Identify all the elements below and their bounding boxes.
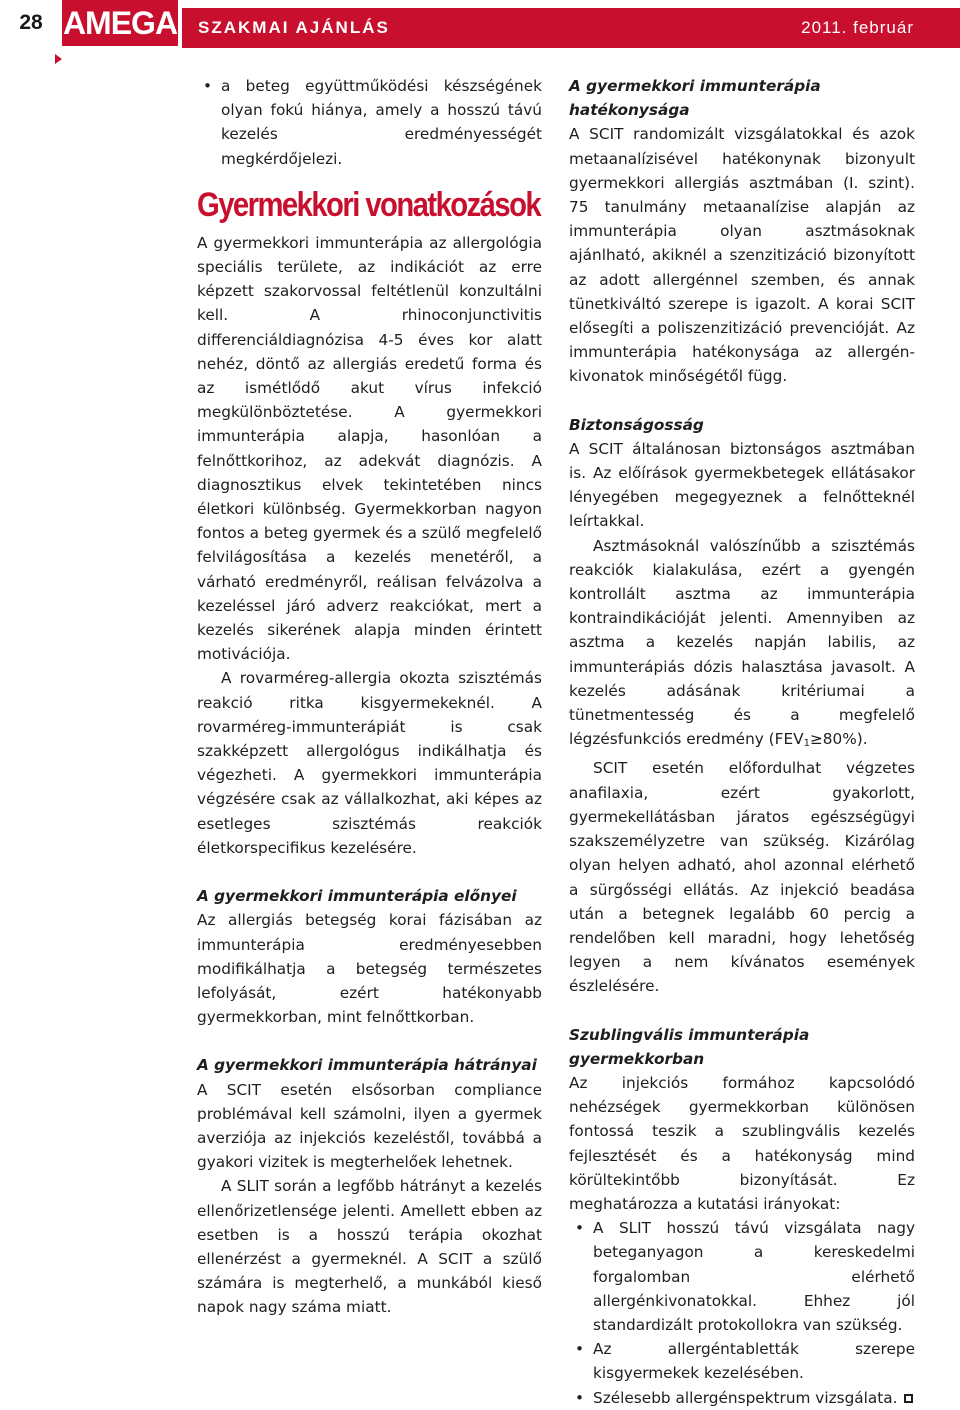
list-item: • Szélesebb allergénspektrum vizsgálata. xyxy=(569,1386,915,1410)
paragraph: A rovarméreg-allergia okozta szisztémás reakció ritka kisgyermekeknél. A rovarméreg-immunterápiát is csak szakképzett allergológus indikálhatja és végezheti. A gyermekkori immunterápia végzésére csak az vállalkozhat, aki képes az esetleges szisztémás reakciók életkorspecifikus kezelésére. xyxy=(197,669,542,857)
list-item: • A SLIT hosszú távú vizsgálata nagy beteganyagon a kereskedelmi forgalomban elérhető allergénkivonatokkal. Ehhez jól standardizált protokollokra van szükség. xyxy=(569,1216,915,1337)
section-title: SZAKMAI AJÁNLÁS xyxy=(198,18,390,37)
intro-bullet-list xyxy=(197,74,542,171)
left-column xyxy=(197,74,542,1320)
subheading: A gyermekkori immunterápia előnyei xyxy=(197,887,517,906)
subheading: Biztonságosság xyxy=(569,415,704,434)
magazine-logo: AMEGA xyxy=(62,0,178,46)
paragraph: A SLIT során a legfőbb hátrányt a kezelés ellenőrizetlensége jelenti. Amellett ebben az esetben is a hosszú terápia okozhat ellenérzést a gyermeknél. A SCIT a szülő számára is megterhelő, a munkából kieső napok nagy száma miatt. xyxy=(197,1177,542,1317)
section-heading: Gyermekkori vonatkozások xyxy=(197,185,541,224)
paragraph: Asztmásoknál valószínűbb a szisztémás reakciók kialakulása, ezért a gyengén kontrollált asztma az immunterápia kontraindikációját jelenti. Amennyiben az asztma a kezelés napján labilis, az immunterápiás dózis halasztása javasolt. A kezelés adásának kritériumai a tünetmentesség és a megfelelő légzésfunkciós eredmény $(FEV_1\ge 80\%)$. xyxy=(569,536,915,750)
subheading: A gyermekkori immunterápia hátrányai xyxy=(197,1056,537,1075)
subheading: Szublingvális immunterápia gyermekkorban xyxy=(569,1025,810,1068)
paragraph: Az allergiás betegség korai fázisában az immunterápia eredményesebben modifikálhatja a betegség természetes lefolyását, ezért hatékonyabb gyermekkorban, mint felnőttkorban. xyxy=(197,911,542,1027)
paragraph: Az injekciós formához kapcsolódó nehézségek gyermekkorban különösen fontossá teszik a szublingvális kezelés fejlesztését és a hatékonyság mind körültekintőbb bizonyítását. Ez meghatározza a kutatási irányokat: xyxy=(569,1073,915,1213)
page-header xyxy=(0,0,960,52)
paragraph: A SCIT randomizált vizsgálatokkal és azok metaanalízisével hatékonynak bizonyult gyermekkori allergiás asztmában (I. szint). 75 tanulmány metaanalízise alapján az immunterápia olyan asztmásoknak ajánlható, akiknél a szenzitizáció bizonyított az adott allergénnel szemben, és annak tünetkiváltó szerepe is igazolt. A korai SCIT elősegíti a poliszenzitizáció prevencióját. Az immunterápia hatékonysága az allergén-kivonatok minőségétől függ. xyxy=(569,125,915,386)
paragraph: A SCIT esetén elsősorban compliance problémával kell számolni, ilyen a gyermek averziója az injekciós kezeléstől, továbbá a gyakori vizitek is megterhelőek lehetnek. xyxy=(197,1080,542,1172)
paragraph: SCIT esetén előfordulhat végzetes anafilaxia, ezért gyakorlott, gyermekellátásban járatos egészségügyi szakszemélyzetre van szükség. Kizárólag olyan helyen adható, ahol azonnal elérhető a sürgősségi ellátás. Az injekció beadása után a betegnek legalább 60 percig a rendelőben kell maradni, hogy lehetőség legyen a nem kívánatos események észlelésére. xyxy=(569,759,915,996)
paragraph: A gyermekkori immunterápia az allergológia speciális területe, az indikációt az erre képzett szakorvossal feltétlenül konzultálni kell. A rhinoconjunctivitis differenciáldiagnózisa 4-5 éves kor alatt nehéz, döntő az allergiás eredetű forma és az ismétlődő akut vírus infekció megkülönböztetése. A gyermekkori immunterápia alapja, hasonlóan a felnőttkorihoz, az adekvát diagnózis. A diagnosztikus elvek tekintetében nincs életkori különbség. Gyermekkorban nagyon fontos a beteg gyermek és a szülő megfelelő felvilágosítása a kezelés menetéről, a várható eredményről, reálisan felvázolva a kezeléssel járó adverz reakciókat, mert a kezelés sikerének alapja minden érintett motivációja. xyxy=(197,233,542,664)
arrow-marker-icon xyxy=(55,54,62,64)
header-bar xyxy=(182,8,960,48)
list-item: • Az allergéntabletták szerepe kisgyermekek kezelésében. xyxy=(569,1337,915,1385)
list-item: • a beteg együttműködési készségének olyan fokú hiánya, amely a hosszú távú kezelés eredményességét megkérdőjelezi. xyxy=(197,74,542,171)
issue-date: 2011. február xyxy=(801,18,914,37)
page-number: 28 xyxy=(0,0,62,46)
right-column xyxy=(569,74,915,1410)
paragraph: A SCIT általánosan biztonságos asztmában is. Az előírások gyermekbetegek ellátásakor lényegében megegyeznek a felnőtteknél leírtakkal. xyxy=(569,439,915,531)
end-of-article-icon xyxy=(904,1394,913,1403)
subheading: A gyermekkori immunterápia hatékonysága xyxy=(569,77,821,120)
research-bullet-list xyxy=(569,1216,915,1410)
